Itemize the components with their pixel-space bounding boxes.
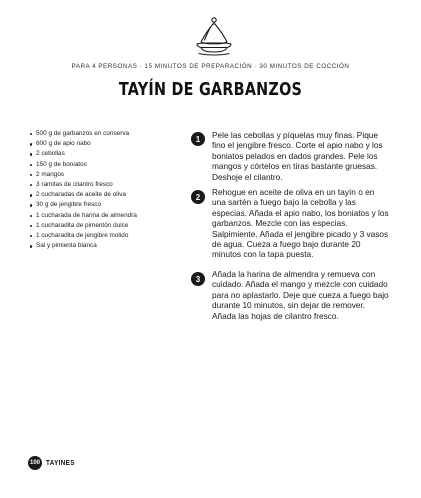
step-text: Añada la harina de almendra y remueva con cuidado. Añada el mango y mezcle con cuidado para no aplastarlo. Deje que cueza a fuego bajo durante 10 minutos, sin dejar de remover. Añada las hojas de cilantro fresco. (212, 269, 389, 321)
recipe-title: TAYÍN DE GARBANZOS (118, 80, 303, 100)
tagine-icon (192, 16, 236, 58)
step-text: Pele las cebollas y píquelas muy finas. Pique fino el jengibre fresco. Corte el apio nabo y los boniatos pelados en dados grandes. Pele los mangos y córtelos en tiras bastante gruesas. Deshoje el cilantro. (212, 130, 383, 182)
ingredient-item: 600 g de apio nabo (30, 139, 137, 149)
ingredient-item: 2 cucharadas de aceite de oliva (30, 190, 137, 200)
ingredient-item: 30 g de jengibre fresco (30, 200, 137, 210)
section-name: TAYINES (46, 459, 75, 467)
ingredient-item: 1 cucharadita de pimentón dulce (30, 221, 137, 231)
step-number: 1 (191, 132, 205, 146)
ingredient-item: 1 cucharada de harina de almendra (30, 211, 137, 221)
ingredient-item: 1 cucharadita de jengibre molido (30, 231, 137, 241)
ingredient-item: 150 g de boniatos (30, 160, 137, 170)
step-number: 2 (191, 190, 205, 204)
ingredient-item: 2 cebollas (30, 149, 137, 159)
ingredient-item: 2 mangos (30, 170, 137, 180)
page-number: 100 (28, 456, 42, 470)
ingredient-item: Sal y pimienta blanca (30, 241, 137, 251)
ingredient-list (30, 129, 137, 251)
ingredient-item: 500 g de garbanzos en conserva (30, 129, 137, 139)
step-text: Rehogue en aceite de oliva en un tayín o en una sartén a fuego bajo la cebolla y las especias. Añada el apio nabo, los boniatos y los garbanzos. Mezcle con las especias. Salpimiente. Añada el jengibre picado y 3 vasos de agua. Cueza a fuego bajo durante 20 minutos con la tapa puesta. (212, 187, 389, 260)
page-footer (28, 456, 78, 470)
ingredient-item: 3 ramitas de cilantro fresco (30, 180, 137, 190)
step-number: 3 (191, 272, 205, 286)
recipe-meta: PARA 4 PERSONAS · 15 MINUTOS DE PREPARACIÓN · 30 MINUTOS DE COCCIÓN (71, 63, 350, 70)
